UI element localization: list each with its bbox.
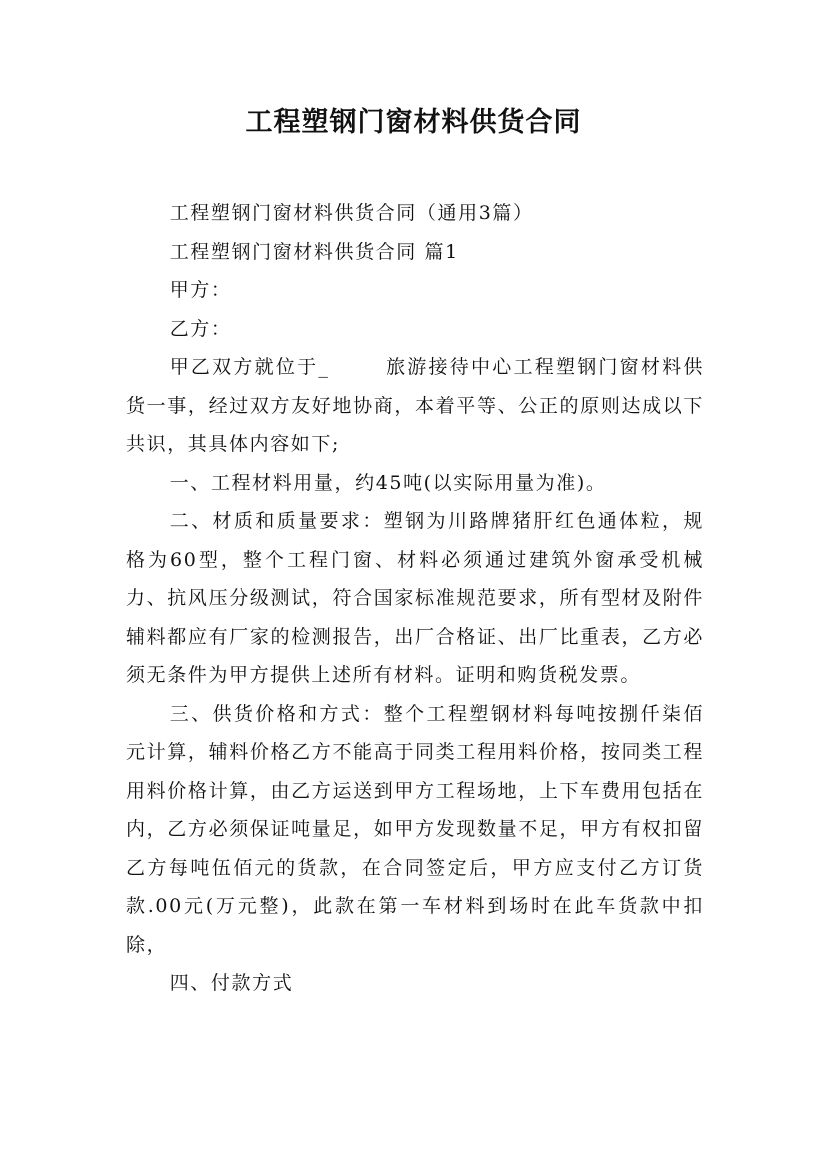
document-subtitle: 工程塑钢门窗材料供货合同（通用3篇） (169, 202, 534, 224)
intro-rest: 旅游接待中心工程塑钢门窗材料供货一事，经过双方友好地协商，本着平等、公正的原则达成以下共识，其具体内容如下; (126, 356, 704, 455)
clause-2: 二、材质和质量要求：塑钢为川路牌猪肝红色通体粒，规格为60型，整个工程门窗、材料必须通过建筑外窗承受机械力、抗风压分级测试，符合国家标准规范要求，所有型材及附件辅料都应有厂家的检测报告，出厂合格证、出厂比重表，乙方必须无条件为甲方提供上述所有材料。证明和购货税发票。 (126, 510, 704, 686)
intro-paragraph (126, 348, 704, 464)
clause-3: 三、供货价格和方式：整个工程塑钢材料每吨按捌仟柒佰元计算，辅料价格乙方不能高于同类工程用料价格，按同类工程用料价格计算，由乙方运送到甲方工程场地，上下车费用包括在内，乙方必须保证吨量足，如甲方发现数量不足，甲方有权扣留乙方每吨伍佰元的货款，在合同签定后，甲方应支付乙方订货款.00元(万元整)，此款在第一车材料到场时在此车货款中扣除， (126, 702, 704, 956)
clause-1: 一、工程材料用量，约45吨(以实际用量为准)。 (169, 471, 607, 494)
chapter-heading: 工程塑钢门窗材料供货合同 篇1 (169, 240, 459, 263)
intro-prefix: 甲乙双方就位于_ (169, 356, 330, 378)
clause-4: 四、付款方式 (169, 972, 294, 994)
party-a-line: 甲方： (169, 279, 232, 301)
document-title: 工程塑钢门窗材料供货合同 (245, 107, 582, 138)
document-body (126, 194, 704, 1003)
party-b-line: 乙方： (169, 317, 232, 340)
